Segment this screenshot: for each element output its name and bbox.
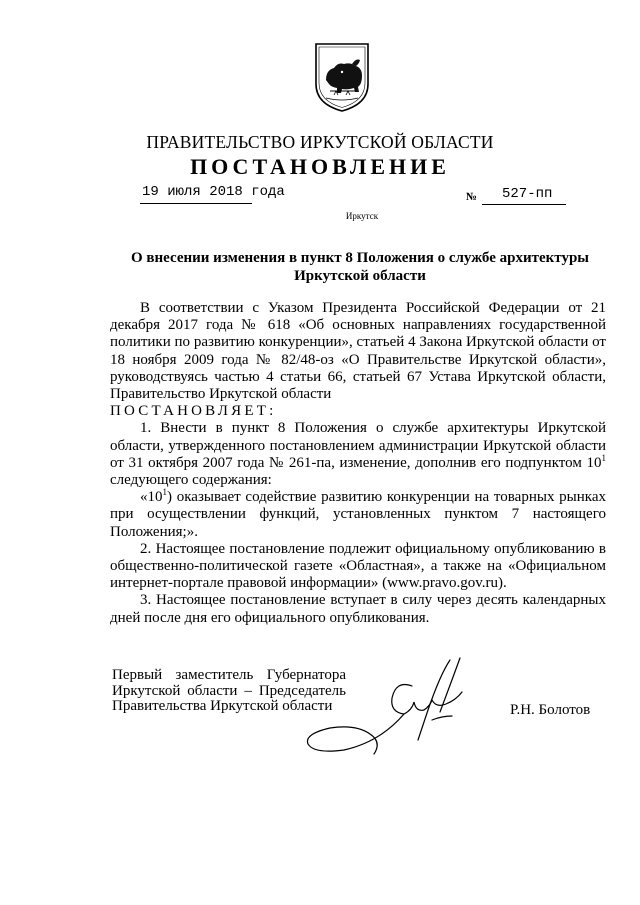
subject-line-2: Иркутской области	[294, 268, 426, 284]
item-1-tail: следующего содержания:	[110, 472, 272, 489]
position-line-2: Иркутской области – Председатель	[112, 682, 346, 699]
decree-word: ПОСТАНОВЛЯЕТ:	[110, 403, 277, 420]
document-number: 527-пп	[502, 186, 553, 202]
city-name: Иркутск	[345, 211, 379, 221]
document-type-heading: ПОСТАНОВЛЕНИЕ	[190, 154, 450, 179]
document-body	[110, 300, 606, 627]
date-underline	[140, 203, 252, 204]
item-2-paragraph: 2. Настоящее постановление подлежит официальному опубликованию в общественно-политической газете «Областная», а также на «Официальном интернет-портале правовой информации» (www.pravo.gov.ru).	[110, 540, 606, 592]
position-line-3: Правительства Иркутской области	[112, 698, 333, 714]
handwritten-signature-icon	[300, 650, 480, 765]
subject-line-1: О внесении изменения в пункт 8 Положения о службе архитектуры	[131, 250, 589, 266]
quoted-subitem	[110, 489, 606, 541]
item-1-text: 1. Внести в пункт 8 Положения о службе архитектуры Иркутской области, утвержденного постановлением администрации Иркутской области от 31 октября 2007 года № 261-па, изменение, дополнив его подпунктом 10	[110, 420, 606, 471]
item-1-superscript: 1	[601, 452, 606, 463]
document-date: 19 июля 2018 года	[142, 184, 285, 200]
quote-open: «10	[140, 489, 163, 506]
item-1-paragraph	[110, 420, 606, 489]
preamble-paragraph: В соответствии с Указом Президента Российской Федерации от 21 декабря 2017 года № 618 «Об основных направлениях государственной политики по развитию конкуренции», статьей 4 Закона Иркутской области от 18 ноября 2009 года № 82/48-оз «О Правительстве Иркутской области», руководствуясь частью 4 статьи 66, статьей 67 Устава Иркутской области, Правительство Иркутской области	[110, 300, 606, 403]
document-subject	[120, 249, 600, 285]
number-underline	[482, 204, 566, 205]
quote-text: ) оказывает содействие развитию конкуренции на товарных рынках при осуществлении функций, установленных пунктом 7 настоящего Положения;».	[110, 489, 606, 540]
government-title: ПРАВИТЕЛЬСТВО ИРКУТСКОЙ ОБЛАСТИ	[146, 132, 494, 152]
position-line-1: Первый заместитель Губернатора	[112, 667, 346, 683]
coat-of-arms-icon	[312, 40, 372, 114]
quote-superscript: 1	[162, 487, 167, 498]
item-3-paragraph: 3. Настоящее постановление вступает в силу через десять календарных дней после дня его официального опубликования.	[110, 592, 606, 626]
signatory-name: Р.Н. Болотов	[510, 702, 591, 718]
number-sign: №	[466, 191, 478, 203]
